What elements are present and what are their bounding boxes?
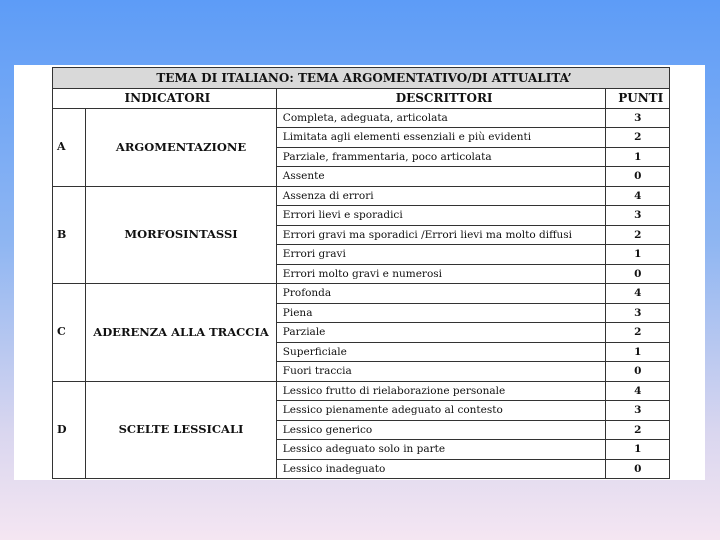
table-row — [53, 108, 670, 128]
points-cell: 1 — [606, 147, 670, 167]
indicator-name: MORFOSINTASSI — [86, 186, 277, 284]
points-cell: 2 — [606, 323, 670, 343]
table-row — [53, 381, 670, 401]
descriptor-cell: Parziale, frammentaria, poco articolata — [276, 147, 606, 167]
points-cell: 0 — [606, 167, 670, 187]
descriptor-cell: Lessico inadeguato — [276, 459, 606, 479]
indicator-letter: C — [53, 284, 86, 382]
descriptor-cell: Errori gravi — [276, 245, 606, 265]
table-row — [53, 284, 670, 304]
rubric-table — [52, 67, 670, 479]
indicator-letter: A — [53, 108, 86, 186]
descriptor-cell: Lessico frutto di rielaborazione personale — [276, 381, 606, 401]
points-cell: 3 — [606, 401, 670, 421]
points-cell: 2 — [606, 420, 670, 440]
points-cell: 2 — [606, 128, 670, 148]
descriptor-cell: Profonda — [276, 284, 606, 304]
descriptor-cell: Lessico pienamente adeguato al contesto — [276, 401, 606, 421]
header-descrittori: DESCRITTORI — [276, 89, 606, 109]
header-indicatori: INDICATORI — [53, 89, 277, 109]
points-cell: 0 — [606, 362, 670, 382]
indicator-letter: B — [53, 186, 86, 284]
header-punti: PUNTI — [606, 89, 670, 109]
descriptor-cell: Errori lievi e sporadici — [276, 206, 606, 226]
descriptor-cell: Parziale — [276, 323, 606, 343]
descriptor-cell: Errori molto gravi e numerosi — [276, 264, 606, 284]
indicator-name: SCELTE LESSICALI — [86, 381, 277, 479]
descriptor-cell: Lessico generico — [276, 420, 606, 440]
points-cell: 3 — [606, 108, 670, 128]
descriptor-cell: Assente — [276, 167, 606, 187]
table-title: TEMA DI ITALIANO: TEMA ARGOMENTATIVO/DI ATTUALITA’ — [53, 68, 670, 89]
descriptor-cell: Fuori traccia — [276, 362, 606, 382]
points-cell: 1 — [606, 342, 670, 362]
points-cell: 2 — [606, 225, 670, 245]
descriptor-cell: Errori gravi ma sporadici /Errori lievi ma molto diffusi — [276, 225, 606, 245]
descriptor-cell: Lessico adeguato solo in parte — [276, 440, 606, 460]
descriptor-cell: Piena — [276, 303, 606, 323]
header-row — [53, 89, 670, 109]
points-cell: 1 — [606, 245, 670, 265]
points-cell: 3 — [606, 206, 670, 226]
points-cell: 1 — [606, 440, 670, 460]
indicator-name: ARGOMENTAZIONE — [86, 108, 277, 186]
points-cell: 0 — [606, 264, 670, 284]
indicator-name: ADERENZA ALLA TRACCIA — [86, 284, 277, 382]
descriptor-cell: Superficiale — [276, 342, 606, 362]
points-cell: 4 — [606, 284, 670, 304]
descriptor-cell: Assenza di errori — [276, 186, 606, 206]
descriptor-cell: Limitata agli elementi essenziali e più evidenti — [276, 128, 606, 148]
descriptor-cell: Completa, adeguata, articolata — [276, 108, 606, 128]
indicator-letter: D — [53, 381, 86, 479]
points-cell: 3 — [606, 303, 670, 323]
points-cell: 0 — [606, 459, 670, 479]
points-cell: 4 — [606, 381, 670, 401]
title-row — [53, 68, 670, 89]
points-cell: 4 — [606, 186, 670, 206]
grading-rubric-image — [14, 65, 705, 480]
table-row — [53, 186, 670, 206]
